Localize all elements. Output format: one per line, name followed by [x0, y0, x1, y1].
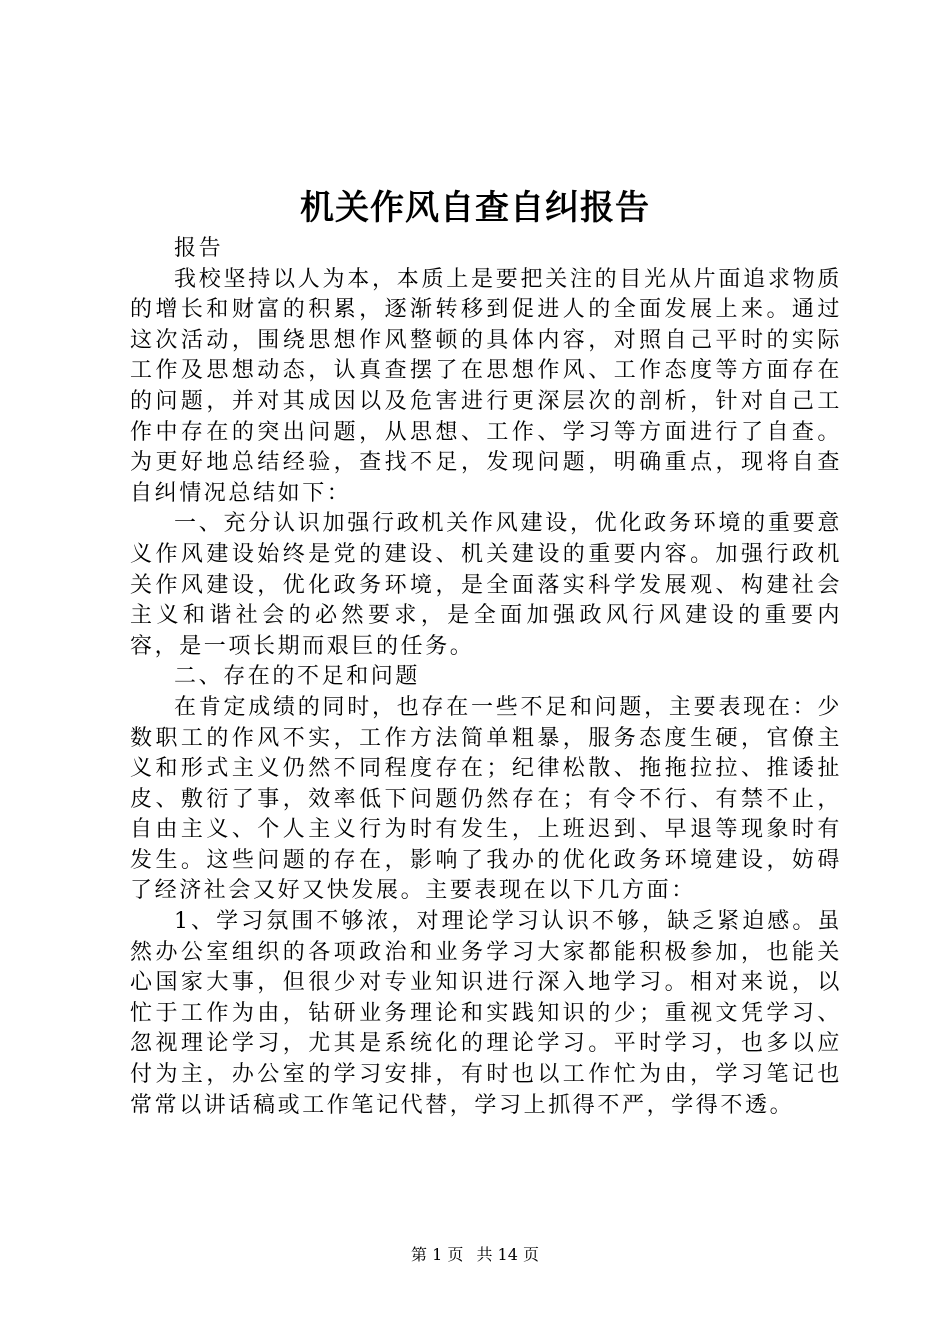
paragraph-item-one: 1、学习氛围不够浓，对理论学习认识不够，缺乏紧迫感。虽然办公室组织的各项政治和业务学习大家都能积极参加，也能关心国家大事，但很少对专业知识进行深入地学习。相对来说，以忙于工作为由，钻研业务理论和实践知识的少；重视文凭学习、忽视理论学习，尤其是系统化的理论学习。平时学习，也多以应付为主，办公室的学习安排，有时也以工作忙为由，学习笔记也常常以讲话稿或工作笔记代替，学习上抓得不严，学得不透。	[130, 909, 842, 1118]
page-number: 第 1 页	[411, 1245, 464, 1264]
document-title: 机关作风自查自纠报告	[300, 188, 650, 228]
paragraph-section-two-heading: 二、存在的不足和问题	[174, 664, 421, 690]
paragraph-problems: 在肯定成绩的同时，也存在一些不足和问题，主要表现在：少数职工的作风不实，工作方法简单粗暴，服务态度生硬，官僚主义和形式主义仍然不同程度存在；纪律松散、拖拖拉拉、推诿扯皮、敷衍了事，效率低下问题仍然存在；有令不行、有禁不止，自由主义、个人主义行为时有发生，上班迟到、早退等现象时有发生。这些问题的存在，影响了我办的优化政务环境建设，妨碍了经济社会又好又快发展。主要表现在以下几方面：	[130, 694, 842, 904]
page-footer	[0, 1244, 950, 1266]
paragraph-section-one: 一、充分认识加强行政机关作风建设，优化政务环境的重要意义作风建设始终是党的建设、机关建设的重要内容。加强行政机关作风建设，优化政务环境，是全面落实科学发展观、构建社会主义和谐社会的必然要求，是全面加强政风行风建设的重要内容，是一项长期而艰巨的任务。	[130, 511, 842, 659]
document-body	[130, 234, 842, 1121]
paragraph-heading-report: 报告	[174, 236, 224, 261]
page-total: 共 14 页	[476, 1245, 539, 1264]
paragraph-intro: 我校坚持以人为本，本质上是要把关注的目光从片面追求物质的增长和财富的积累，逐渐转移到促进人的全面发展上来。通过这次活动，围绕思想作风整顿的具体内容，对照自己平时的实际工作及思想动态，认真查摆了在思想作风、工作态度等方面存在的问题，并对其成因以及危害进行更深层次的剖析，针对自己工作中存在的突出问题，从思想、工作、学习等方面进行了自查。为更好地总结经验，查找不足，发现问题，明确重点，现将自查自纠情况总结如下：	[130, 266, 842, 506]
